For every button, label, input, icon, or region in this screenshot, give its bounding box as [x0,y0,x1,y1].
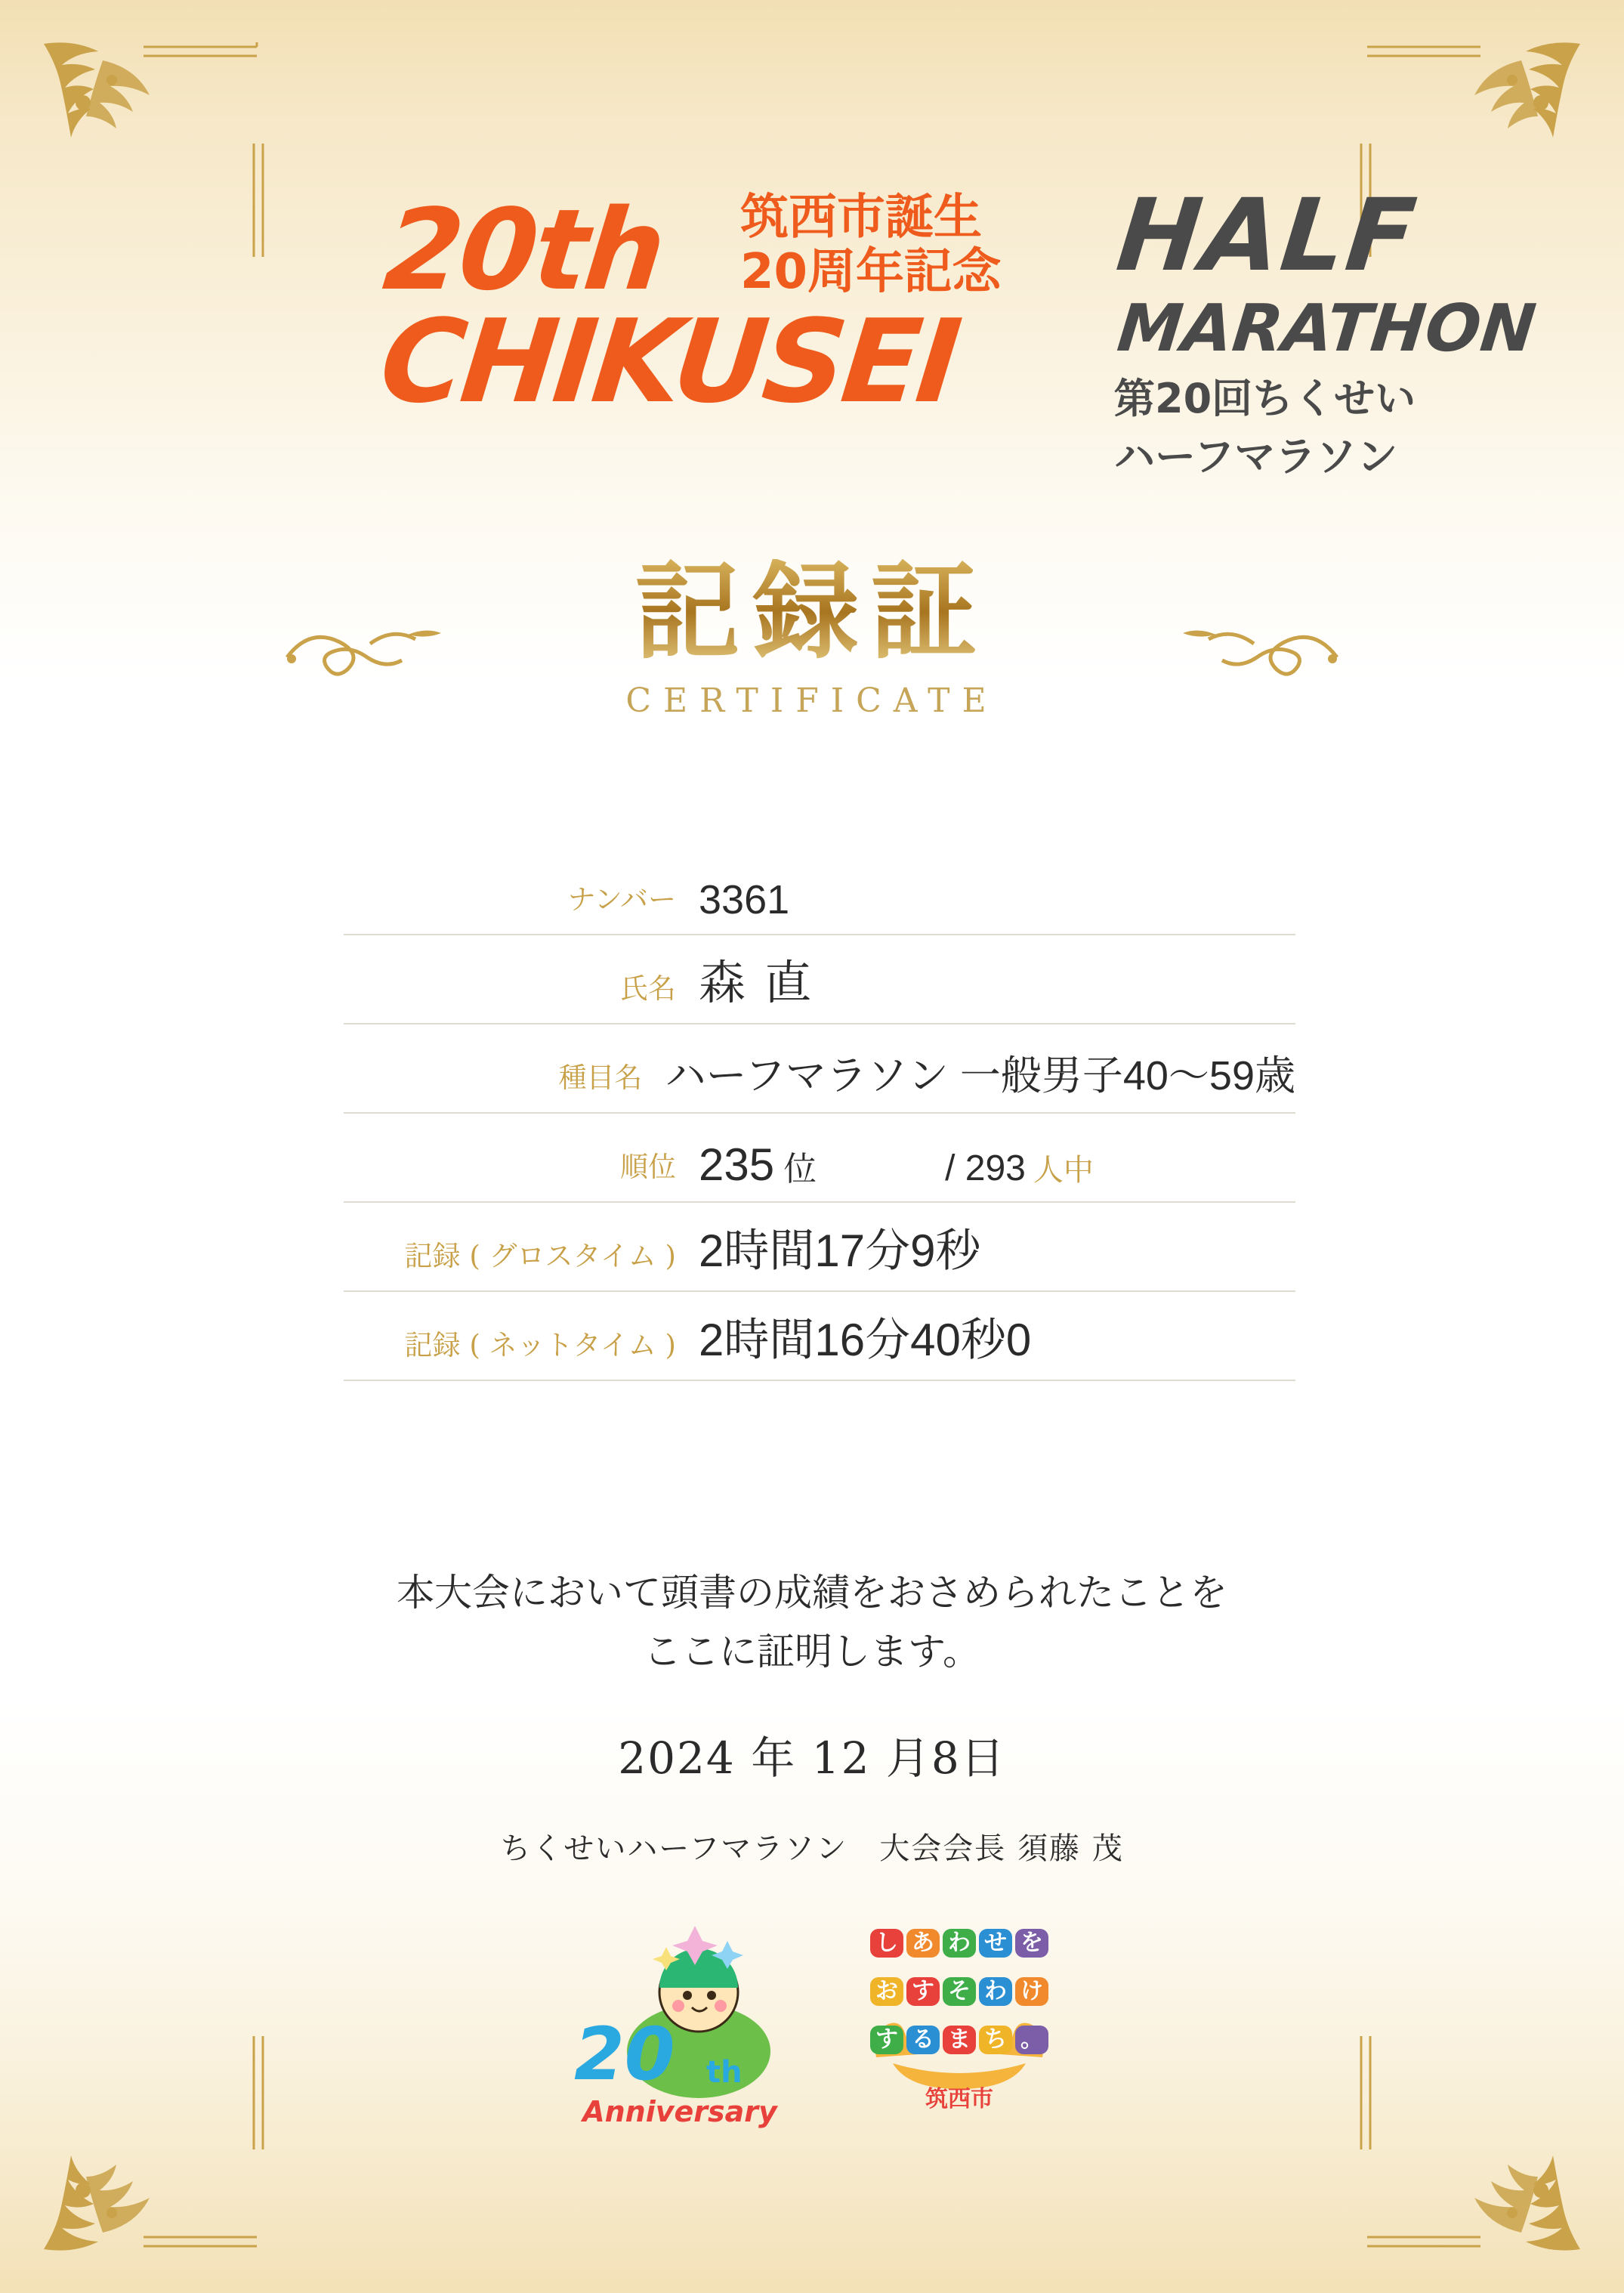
certificate-statement [0,1564,1624,1681]
statement-line-1: 本大会において頭書の成績をおさめられたことを [397,1571,1227,1615]
table-row-net-time [344,1292,1295,1381]
city-chip-2-3: そ [943,1977,976,2006]
anniversary-word: Anniversary [582,2095,777,2128]
city-chip-3-3: ま [943,2026,976,2054]
city-chip-3-1: す [870,2026,903,2054]
label-rank: 順位 [620,1151,676,1183]
certificate-title [0,550,1624,720]
label-name: 氏名 [620,972,676,1005]
logo-half: HALF [1111,178,1423,294]
city-logo-icon [861,1923,1057,2127]
emblem-row [0,1923,1624,2142]
city-chip-2-5: け [1015,1977,1048,2006]
statement-line-2: ここに証明します。 [644,1629,980,1673]
certificate-title-jp: 記録証 [634,550,989,674]
event-logo [0,178,1624,495]
value-net-time: 2時間16分40秒0 [699,1315,1032,1365]
city-chip-1-3: わ [943,1929,976,1958]
label-bib: ナンバー [567,883,676,916]
logo-anniversary-jp-line2: 20周年記念 [740,243,1002,300]
label-net-time: 記録 ( ネットタイム ) [404,1329,676,1361]
table-row-category [344,1024,1295,1114]
logo-event-name-jp: 第20回ちくせいハーフマラソン [1114,375,1416,481]
value-rank-group [699,1139,1295,1195]
city-chip-1-5: を [1015,1929,1048,1958]
anniversary-suffix: th [706,2055,743,2090]
city-logo-name: 筑西市 [925,2086,993,2112]
table-row-name [344,935,1295,1024]
logo-event-name-en: CHIKUSEI [374,295,964,428]
label-gross-time: 記録 ( グロスタイム ) [404,1240,676,1272]
certificate-title-en: CERTIFICATE [625,681,999,720]
city-chip-2-2: す [906,1977,940,2006]
value-rank: 235 [699,1139,775,1190]
city-chip-2-4: わ [979,1977,1012,2006]
anniversary-emblem-icon [567,1923,793,2142]
table-row-bib [344,846,1295,935]
city-chip-1-2: あ [906,1929,940,1958]
label-category: 種目名 [558,1062,643,1094]
logo-ordinal: 20th [378,185,669,315]
anniversary-number: 20 [574,2012,675,2097]
city-chip-1-4: せ [979,1929,1012,1958]
value-rank-total-unit: 人中 [1033,1154,1094,1187]
result-table [344,846,1295,1381]
value-rank-unit: 位 [783,1151,817,1188]
value-rank-total: / 293 [945,1148,1026,1188]
city-logo-line-2 [861,1977,1057,2006]
city-chip-1-1: し [870,1929,903,1958]
city-logo-line-3 [861,2026,1057,2054]
city-chip-2-1: お [870,1977,903,2006]
certificate-date: 2024 年 12 月8日 [618,1732,1006,1784]
city-chip-3-5: 。 [1015,2026,1048,2054]
value-gross-time: 2時間17分9秒 [699,1225,981,1276]
city-chip-3-2: る [906,2026,940,2054]
certificate-signature: ちくせいハーフマラソン 大会会長 須藤 茂 [500,1831,1124,1866]
logo-marathon: MARATHON [1113,291,1539,366]
value-category: ハーフマラソン 一般男子40〜59歳 [665,1053,1295,1099]
table-row-gross-time [344,1203,1295,1292]
value-name: 森 直 [699,957,815,1009]
logo-anniversary-jp-line1: 筑西市誕生 [740,190,982,246]
logo-anniversary-jp [740,191,1001,299]
city-logo-line-1 [861,1929,1057,1958]
value-bib: 3361 [699,877,790,922]
city-chip-3-4: ち [979,2026,1012,2054]
table-row-rank [344,1114,1295,1203]
